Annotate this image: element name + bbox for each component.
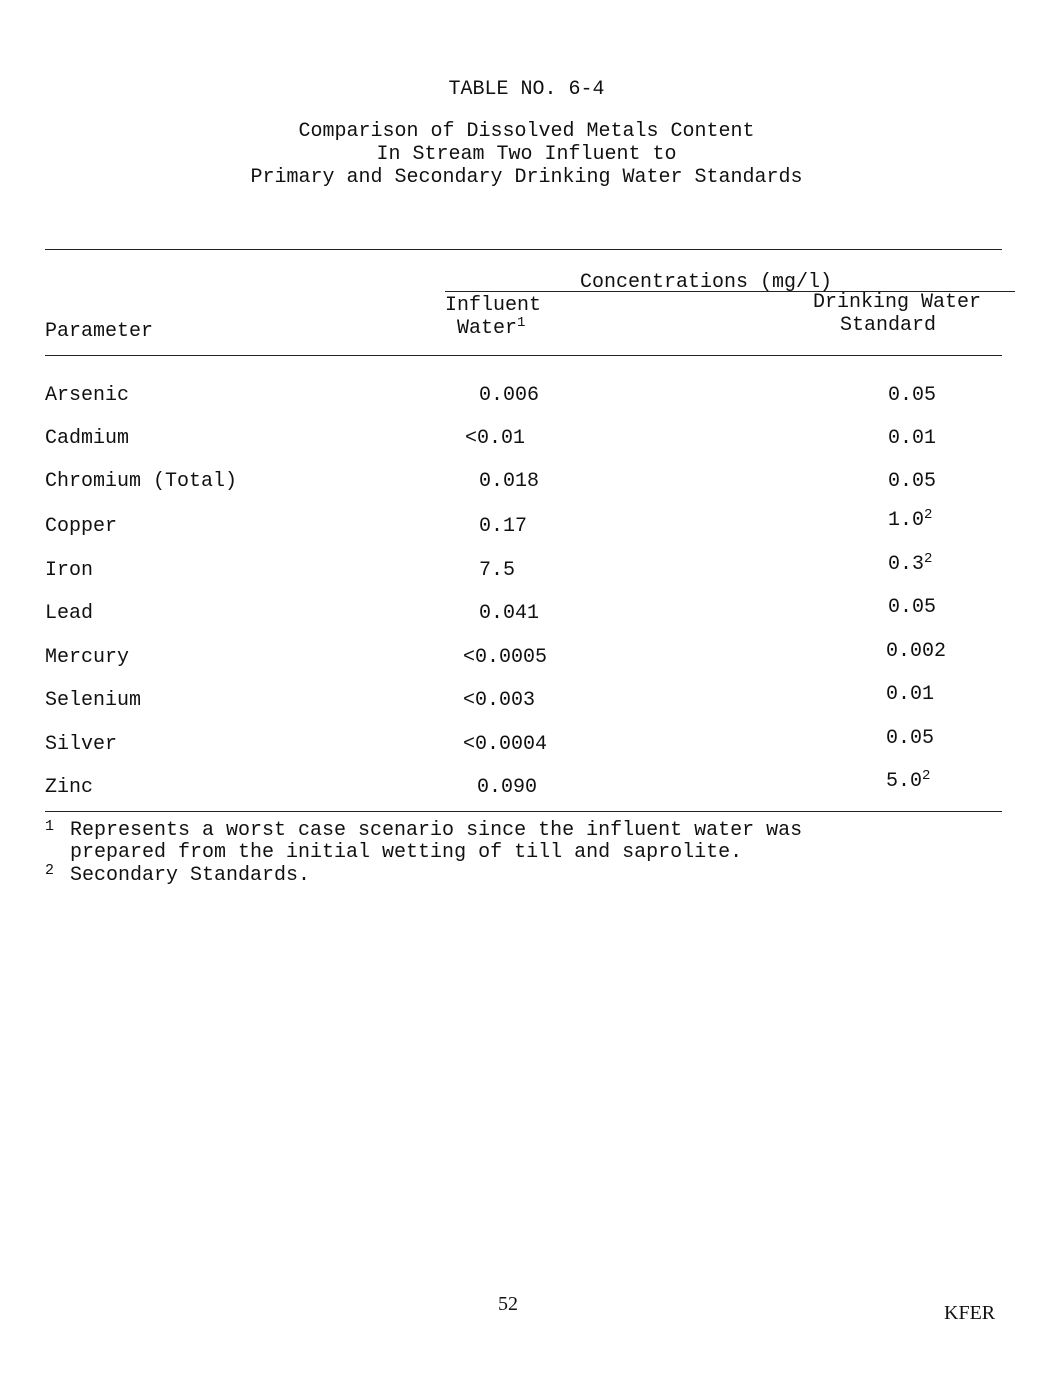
standard-cell: 0.01	[888, 427, 937, 450]
parameter-cell: Silver	[45, 733, 118, 756]
influent-cell: <0.0004	[463, 733, 548, 756]
document-code: KFER	[944, 1302, 996, 1324]
table-title-line-3: Primary and Secondary Drinking Water Standards	[250, 166, 803, 189]
parameter-cell: Mercury	[45, 646, 130, 669]
influent-cell: <0.01	[465, 427, 526, 450]
standard-cell: 0.05	[888, 596, 937, 619]
table-row	[0, 551, 1053, 583]
table-number: TABLE NO. 6-4	[448, 78, 605, 101]
footnote-1-line-2: prepared from the initial wetting of till and saprolite.	[70, 841, 743, 864]
influent-cell: 7.5	[479, 559, 516, 582]
table-row	[0, 683, 1053, 713]
standard-header-line-2: Standard	[840, 314, 937, 337]
standard-cell: 0.05	[886, 727, 935, 750]
table-bottom-rule	[45, 811, 1002, 812]
standard-cell: 0.002	[886, 640, 947, 663]
header-bottom-rule	[45, 355, 1002, 356]
standard-cell: 0.05	[888, 470, 937, 493]
column-group-header: Concentrations (mg/l)	[580, 271, 833, 294]
standard-cell: 0.01	[886, 683, 935, 706]
parameter-cell: Iron	[45, 559, 94, 582]
footnote-1-line-1: Represents a worst case scenario since the influent water was	[70, 819, 803, 842]
influent-cell: <0.0005	[463, 646, 548, 669]
table-row	[0, 384, 1053, 408]
influent-header-line-1: Influent	[445, 294, 542, 317]
standard-header-line-1: Drinking Water	[813, 291, 982, 314]
table-row	[0, 640, 1053, 670]
parameter-cell: Copper	[45, 515, 118, 538]
table-row	[0, 727, 1053, 757]
footnote-mark-1: 1	[45, 818, 55, 835]
parameter-cell: Selenium	[45, 689, 142, 712]
influent-cell: 0.041	[479, 602, 540, 625]
parameter-header: Parameter	[45, 320, 154, 343]
parameter-cell: Arsenic	[45, 384, 130, 407]
standard-cell: $0.3^2$	[888, 551, 933, 576]
parameter-cell: Cadmium	[45, 427, 130, 450]
footnote-mark-2: 2	[45, 862, 55, 879]
influent-cell: 0.17	[479, 515, 528, 538]
table-title-line-2: In Stream Two Influent to	[376, 143, 677, 166]
page-number: 52	[498, 1293, 518, 1315]
influent-header-line-2: Water$^1$	[457, 315, 526, 340]
influent-cell: <0.003	[463, 689, 536, 712]
table-row	[0, 470, 1053, 494]
table-row	[0, 596, 1053, 626]
influent-cell: 0.018	[479, 470, 540, 493]
footnote-2-line-1: Secondary Standards.	[70, 864, 311, 887]
parameter-cell: Chromium (Total)	[45, 470, 238, 493]
influent-cell: 0.090	[477, 776, 538, 799]
standard-cell: $1.0^2$	[888, 507, 933, 532]
table-row	[0, 427, 1053, 451]
table-row	[0, 768, 1053, 800]
parameter-cell: Zinc	[45, 776, 94, 799]
standard-cell: 0.05	[888, 384, 937, 407]
standard-cell: $5.0^2$	[886, 768, 931, 793]
table-row	[0, 507, 1053, 539]
table-title-line-1: Comparison of Dissolved Metals Content	[298, 120, 755, 143]
influent-cell: 0.006	[479, 384, 540, 407]
table-top-rule	[45, 249, 1002, 250]
parameter-cell: Lead	[45, 602, 94, 625]
